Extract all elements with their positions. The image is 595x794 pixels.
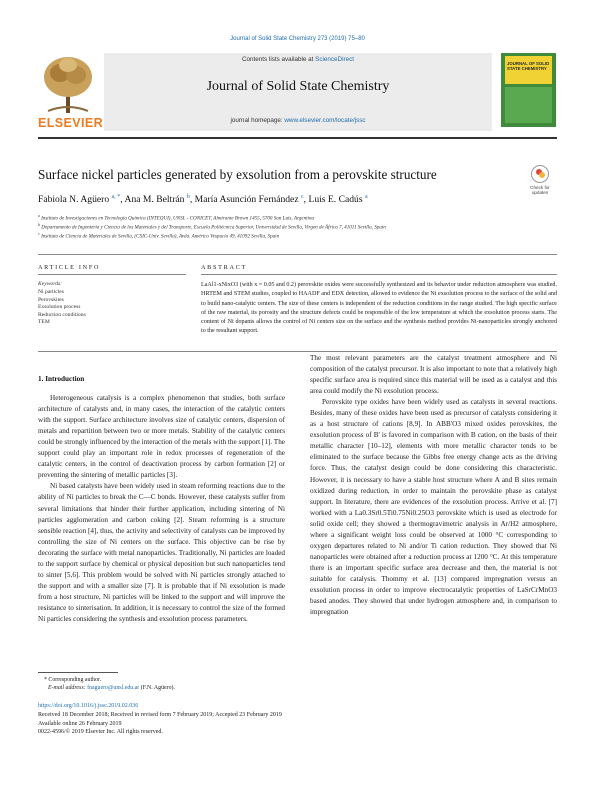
paragraph: The most relevant parameters are the catalyst treatment atmosphere and Ni composition of the catalyst precursor. It is also important to note that a relatively high specific surface area is required since this material will be used as a catalyst and this area could modify the Ni exsolution process. — [310, 354, 557, 396]
tree-icon — [38, 53, 98, 115]
paragraph: Ni based catalysts have been widely used in steam reforming reactions due to the ability of Ni particles to break the C—C bonds. However, these catalysts suffer from several limitations that hinder their further application, including sintering of Ni particles agglomeration and carbon coking [2]. Steam reforming is a structure sensible reaction [4], thus, the activity and selectivity of catalysts can be improved by controlling the size of Ni centers on the surface. This objective can be rise by decorating the surface with metal nanoparticles. Traditionally, Ni particles are loaded to the support surface by chemical or physical deposition but such nanoparticles tend to sinter [5,6]. This problem would be solved with Ni particles strongly attached to the support and with a smaller size [7]. It is probable that if Ni exsolution is made from a host structure, Ni particles will be linked to the support and will improve the resistance to sinterisation. In addition, it is necessary to control the size of the formed Ni particles considering the synthesis and exsolution process parameters. — [38, 482, 285, 623]
received-dates: Received 18 December 2018; Received in revised form 7 February 2019; Accepted 23 February 2019 — [38, 711, 282, 718]
affiliation — [38, 222, 557, 231]
keyword: Exsolution process — [38, 304, 81, 311]
affiliation — [38, 213, 557, 222]
author-name[interactable]: Ana M. Beltrán — [124, 194, 185, 206]
keyword: TEM — [38, 319, 50, 326]
corresponding-note — [38, 676, 338, 692]
sciencedirect-link[interactable]: ScienceDirect — [315, 56, 354, 63]
affiliation — [38, 231, 557, 240]
badge-label: Check for updates — [530, 185, 550, 195]
paragraph: Heterogeneous catalysis is a complex phenomenon that studies, both surface architecture of catalysts and, in many cases, the interaction of the catalytic centers with the support. Surface architecture involves size of catalytic centers, dispersion of metals and repartition between two or more metals. Stability of the catalytic centers could be strongly influenced by the interaction of the metals with the support [1]. The support could play an important role in redox processes of regeneration of the catalytic centers, in the control of deactivation process by carbon formation [2] or preventing the sintering of metallic particles [3]. — [38, 394, 285, 480]
affiliation-sup: a — [38, 213, 40, 218]
publisher-name: ELSEVIER — [38, 116, 104, 130]
online-date: Available online 26 February 2019 — [38, 720, 122, 727]
affiliation-sup: b — [38, 222, 40, 227]
author-sup[interactable]: b — [186, 194, 190, 200]
keyword: Ni particles — [38, 289, 64, 295]
abstract-bottom-rule — [38, 351, 557, 352]
section-heading: 1. Introduction — [38, 375, 85, 383]
author-list: Fabiola N. Agüero $^{a, *}$, Ana M. Beltrán $^b$, María Asunción Fernández $^c$, Luis E. Cadús $^a$ — [38, 194, 368, 206]
homepage-link[interactable]: www.elsevier.com/locate/jssc — [284, 117, 366, 124]
copyright: 0022-4596/© 2019 Elsevier Inc. All rights reserved. — [38, 729, 163, 736]
email-link[interactable]: fnaguero@unsl.edu.ar — [87, 685, 140, 691]
article-history — [38, 702, 418, 737]
email-suffix: (F.N. Agüero). — [140, 685, 175, 691]
cover-title: JOURNAL OF SOLID STATE CHEMISTRY — [507, 61, 550, 71]
info-rule — [38, 274, 186, 275]
keyword: Reduction conditions — [38, 311, 86, 318]
article-info-heading: ARTICLE INFO — [38, 264, 101, 271]
email-label: E-mail address: — [48, 685, 86, 691]
article-title: Surface nickel particles generated by exsolution from a perovskite structure — [38, 167, 437, 182]
section-rule — [38, 254, 557, 255]
contents-prefix: Contents lists available at — [241, 56, 314, 63]
author-sup[interactable]: a — [364, 194, 368, 200]
author-sup[interactable]: c — [300, 194, 304, 200]
affiliation-text: Instituto de Ciencia de Materiales de Sevilla, (CSIC-Univ. Sevilla), Avda. Américo Vespucio 49, 41092 Sevilla, Spain — [41, 233, 280, 240]
header-rule — [38, 137, 557, 139]
cover-image — [505, 87, 552, 123]
doi-link[interactable]: https://doi.org/10.1016/j.jssc.2019.02.036 — [38, 703, 139, 709]
journal-title: Journal of Solid State Chemistry — [206, 79, 390, 94]
check-for-updates-badge[interactable] — [527, 165, 553, 195]
footnote-rule — [38, 672, 118, 673]
affiliation-text: Departamento de Ingeniería y Ciencia de los Materiales y del Transporte, Escuela Politécnica Superior, Universidad de Sevilla, Virgen de África 7, 41011 Sevilla, Spain — [41, 224, 386, 231]
author-name[interactable]: Fabiola N. Agüero — [38, 194, 110, 206]
update-icon — [531, 165, 549, 183]
corresponding-author: * Corresponding author. — [44, 677, 102, 683]
keyword: Perovskites — [38, 296, 64, 303]
affiliation-text: Instituto de Investigaciones en Tecnología Química (INTEQUI), UNSL - CONICET, Almirante Brown 1455, 5700 San Luis, Argentina — [41, 215, 315, 222]
keywords-label: Keywords: — [38, 281, 63, 287]
author-name[interactable]: Luis E. Cadús — [308, 194, 363, 206]
abstract-text: LaAl1-xNixO3 (with x = 0.05 and 0.2) perovskite oxides were successfully synthesized and its behavior under reduction atmosphere was studied. HRTEM and STEM studies, coupled to HAADF and EDX detection, allowed to evidence the Ni exsolution process to the surface of the solid and to build nano-catalytic centers. The size of these centers is independent of the reduction conditions in the range studied. The high specific surface of the raw material, its porosity and the structure defects could be responsible of the low temperature at which the exsolution process starts. The content of Ni dopants allows the control of Ni centers size on the surface and the synthesis method provides Ni-nanoparticles strongly anchored to the resultant support. — [201, 282, 557, 335]
author-name[interactable]: María Asunción Fernández — [194, 194, 299, 206]
abstract-rule — [201, 274, 557, 275]
affiliation-sup: c — [38, 231, 40, 236]
homepage-line — [104, 117, 492, 124]
abstract-heading: ABSTRACT — [201, 264, 247, 271]
journal-reference[interactable]: Journal of Solid State Chemistry 273 (2019) 75–80 — [230, 36, 365, 42]
keyword-list — [38, 289, 86, 327]
contents-line — [104, 56, 492, 63]
right-column — [310, 353, 557, 618]
left-column — [38, 374, 285, 625]
journal-cover — [501, 53, 556, 127]
homepage-prefix: journal homepage: — [230, 117, 283, 124]
paragraph: Perovskite type oxides have been widely used as catalysts in several reactions. Besides, many of these oxides have been used as precursor of catalysts considering it as a host structure of cations [8,9]. In ABB'O3 mixed oxides perovskites, the exsolution process of B' is favored in comparison with B cation, on the basis of their metallic character [10–12], elements with more metallic character tends to be eliminated to the surface because the Gibbs free energy change acts as the driving force. Thus, the catalyst design could be done considering this characteristic. However, it is necessary to have a stable host structure where A and B sites remain oxidized during reduction, in order to maintain the perovskite phase as catalyst support. In literature, there are evidences of the exsolution process. Arrive et al. [7] worked with a La0.3Sr0.5Ti0.75Ni0.25O3 perovskite which is used as electrode for solid oxide cell; they showed a thermogravimetric analysis in Ar/H2 atmosphere, where a significant weight loss could be observed at 1000 °C corresponding to oxygen departures related to Ni and/or Ti cation reduction. They showed that Ni nanoparticles were obtained after a reduction process at 1200 °C. At this temperature there is an important specific surface area decrease and then, the material is not suitable for catalysis. Thommy et al. [13] compared impregnation versus an exsolution process in order to improve electrocatalytic properties of LaSrCrMnO3 based anodes. They showed that under hydrogen atmosphere and, in comparison to impregnation — [310, 398, 557, 617]
author-sup[interactable]: a, * — [111, 194, 121, 200]
